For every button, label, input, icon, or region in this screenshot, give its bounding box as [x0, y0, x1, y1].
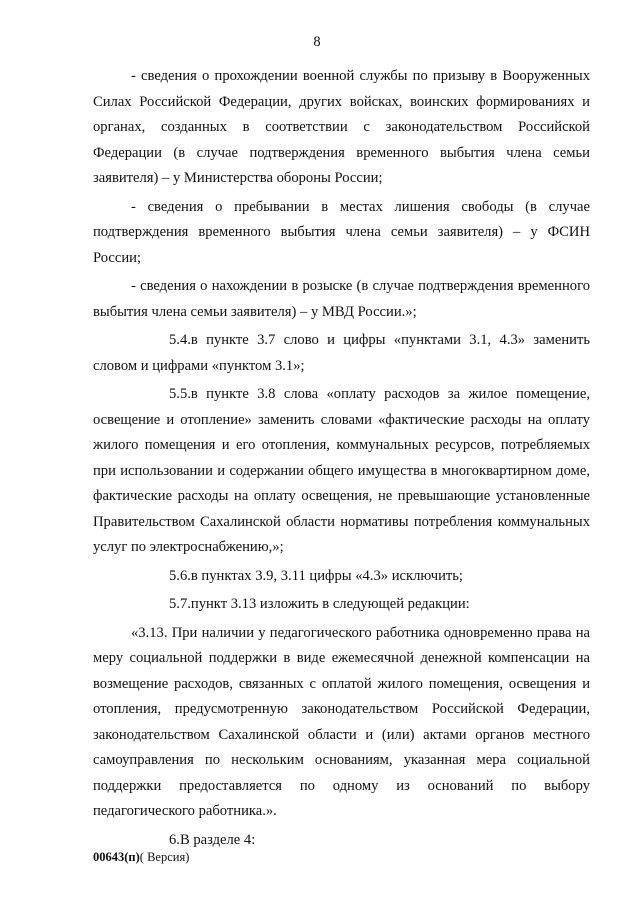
item-number: 5.7.: [169, 596, 191, 612]
item-text: в пункте 3.7 слово и цифры «пунктами 3.1, 4.3» заменить словом и цифрами «пунктом 3.1»;: [93, 332, 590, 374]
document-code-version: ( Версия): [139, 850, 190, 864]
item-text: в пункте 3.8 слова «оплату расходов за жилое помещение, освещение и отопление» заменить словами «фактические расходы на оплату жилого помещения и его отопления, коммунальных ресурсов, потребляемых при использовании и содержании общего имущества в многоквартирном доме, фактические расходы на оплату освещения, не превышающие установленные Правительством Сахалинской области нормативы потребления коммунальных услуг по электроснабжению,»;: [93, 386, 590, 555]
quoted-clause-3-13: «3.13. При наличии у педагогического работника одновременно права на меру социальной поддержки в виде ежемесячной денежной компенсации на возмещение расходов, связанных с оплатой жилого помещения, освещения и отопления, предусмотренную законодательством Российской Федерации, законодательством Сахалинской области и (или) актами органов местного самоуправления по нескольким основаниям, указанная мера социальной поддержки предоставляется по одному из оснований по выбору педагогического работника.».: [93, 624, 590, 819]
item-number: 5.4.: [169, 332, 191, 348]
item-5-7: [93, 592, 590, 618]
paragraph-military-service: - сведения о прохождении военной службы по призыву в Вооруженных Силах Российской Федерации, других войсках, воинских формированиях и органах, созданных в соответствии с законодательством Российской Федерации (в случае подтверждения временного выбытия члена семьи заявителя) – у Министерства обороны России;: [93, 68, 590, 186]
section-text: В разделе 4:: [179, 831, 256, 848]
item-5-4: [93, 328, 590, 379]
document-code: [93, 850, 189, 865]
document-code-number: 00643(п): [93, 850, 140, 864]
paragraph-prison: - сведения о пребывании в местах лишения свободы (в случае подтверждения временного выбытия члена семьи заявителя) – у ФСИН России;: [93, 198, 590, 266]
page-number: 8: [313, 34, 321, 50]
item-text: пункт 3.13 изложить в следующей редакции:: [190, 596, 470, 612]
item-5-5: [93, 382, 590, 561]
document-body: [93, 64, 590, 856]
item-number: 5.6.: [169, 567, 191, 584]
item-text: в пунктах 3.9, 3.11 цифры «4.3» исключить;: [190, 567, 463, 584]
paragraph-wanted: - сведения о нахождении в розыске (в случае подтверждения временного выбытия члена семьи заявителя) – у МВД России.»;: [93, 278, 590, 320]
item-number: 5.5.: [169, 386, 191, 402]
section-number: 6.: [169, 831, 180, 848]
item-5-6: [93, 564, 590, 590]
